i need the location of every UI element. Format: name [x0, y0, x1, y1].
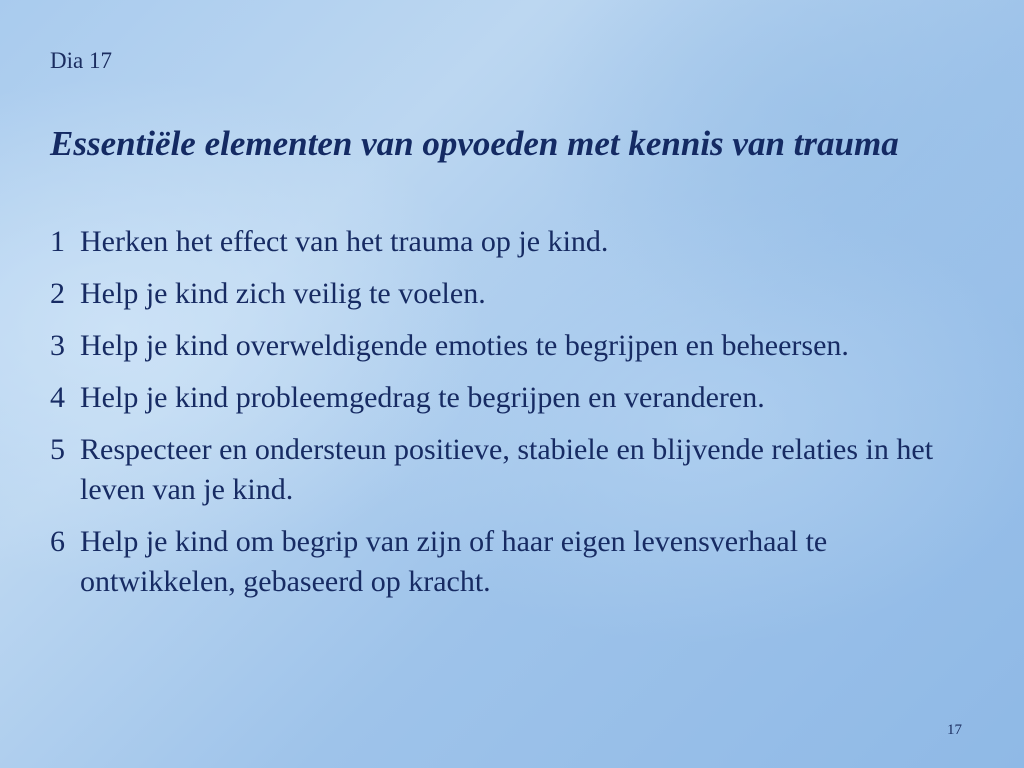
list-item-text: Help je kind zich veilig te voelen. [80, 277, 486, 310]
list-item-text: Help je kind probleemgedrag te begrijpen en veranderen. [80, 381, 765, 414]
list-item-number: 2 [50, 277, 65, 310]
slide-label: Dia 17 [50, 48, 112, 73]
list-item [50, 430, 970, 510]
list-item-number: 4 [50, 381, 65, 414]
list-item [50, 378, 970, 418]
list-item-number: 5 [50, 433, 65, 466]
slide-title: Essentiële elementen van opvoeden met kennis van trauma [50, 124, 899, 163]
list-item [50, 326, 970, 366]
list-item-number: 6 [50, 525, 65, 558]
list-item-text: Help je kind overweldigende emoties te begrijpen en beheersen. [80, 329, 849, 362]
list-item-text: Herken het effect van het trauma op je kind. [80, 225, 609, 258]
numbered-list [50, 222, 970, 614]
list-item [50, 274, 970, 314]
list-item-text: Help je kind om begrip van zijn of haar eigen levensverhaal te ontwikkelen, gebaseerd op kracht. [80, 525, 828, 598]
list-item-number: 3 [50, 329, 65, 362]
list-item [50, 222, 970, 262]
list-item-text: Respecteer en ondersteun positieve, stabiele en blijvende relaties in het leven van je kind. [80, 433, 934, 506]
list-item-number: 1 [50, 225, 65, 258]
list-item [50, 522, 970, 602]
page-number: 17 [947, 722, 962, 738]
